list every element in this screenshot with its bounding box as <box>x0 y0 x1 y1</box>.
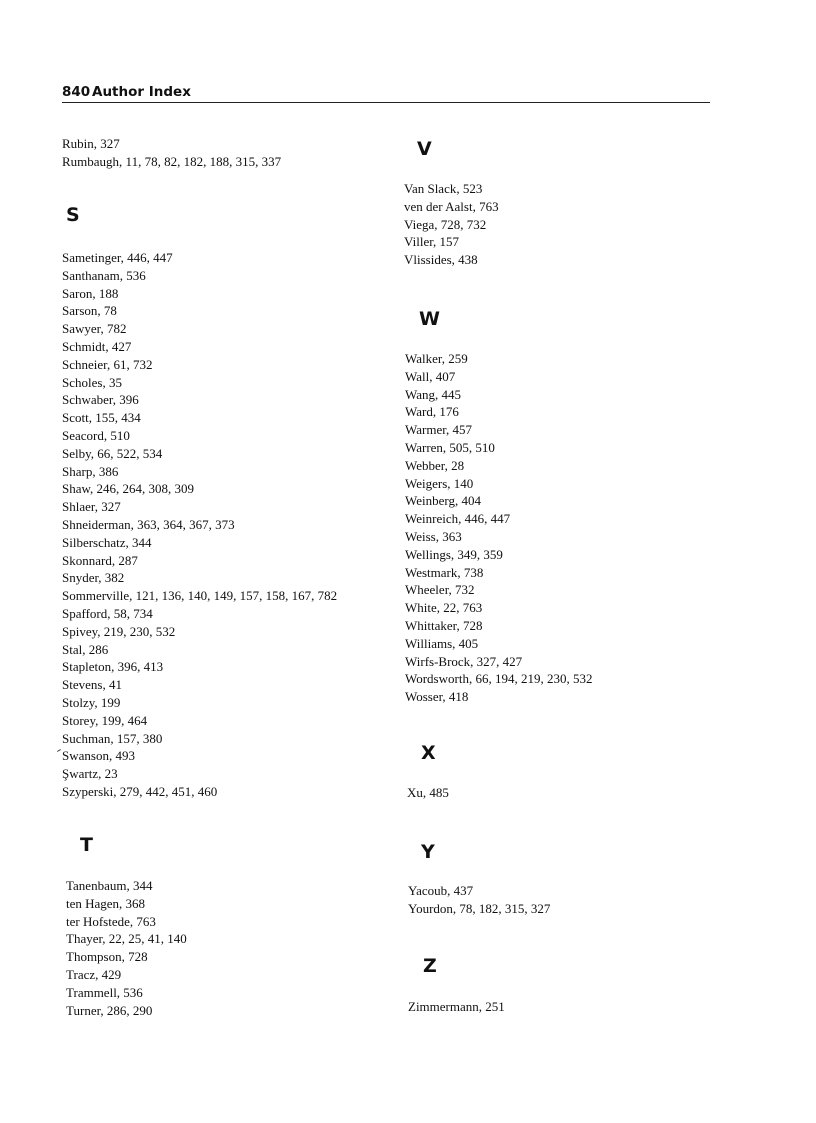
index-entry: Weigers, 140 <box>405 475 474 491</box>
index-entry: Sawyer, 782 <box>62 321 127 337</box>
section-letter-z: Z <box>423 955 437 977</box>
index-list-v <box>404 180 499 269</box>
index-entry: Trammell, 536 <box>66 984 143 1000</box>
index-entry: Rubin, 327 <box>62 136 120 151</box>
index-list-t <box>66 877 187 1019</box>
header-rule <box>62 102 710 103</box>
index-entry: Walker, 259 <box>405 351 468 366</box>
index-entry: Warmer, 457 <box>405 422 473 438</box>
index-entry: Spivey, 219, 230, 532 <box>62 623 176 639</box>
section-letter-y: Y <box>421 841 435 863</box>
index-entry: Viega, 728, 732 <box>404 216 487 232</box>
index-entry: Schneier, 61, 732 <box>62 356 153 372</box>
index-entry: Vlissides, 438 <box>404 252 478 268</box>
index-entry: Scholes, 35 <box>62 374 122 390</box>
index-entry: Williams, 405 <box>405 635 479 651</box>
index-entry: Tanenbaum, 344 <box>66 878 153 893</box>
index-entry: Yacoub, 437 <box>408 883 474 898</box>
index-entry: Weinreich, 446, 447 <box>405 511 511 527</box>
index-entry: White, 22, 763 <box>405 600 483 616</box>
index-entry: Selby, 66, 522, 534 <box>62 445 163 461</box>
index-entry: Thayer, 22, 25, 41, 140 <box>66 931 187 947</box>
index-entry: Schwaber, 396 <box>62 392 139 408</box>
index-entry: Swanson, 493 <box>62 748 135 764</box>
index-entry: Xu, 485 <box>407 785 449 800</box>
index-entry: Shneiderman, 363, 364, 367, 373 <box>62 516 235 532</box>
index-entry: Wosser, 418 <box>405 689 469 705</box>
index-entry: Rumbaugh, 11, 78, 82, 182, 188, 315, 337 <box>62 153 282 169</box>
index-entry: Wall, 407 <box>405 368 456 384</box>
index-entry: Santhanam, 536 <box>62 267 146 283</box>
index-entry: Weinberg, 404 <box>405 493 481 509</box>
index-entry: Şwartz, 23 <box>62 766 118 782</box>
index-entry: ten Hagen, 368 <box>66 895 146 911</box>
margin-tick-mark <box>57 749 62 752</box>
index-entry: ter Hofstede, 763 <box>66 913 156 929</box>
section-letter-w: W <box>419 308 440 330</box>
index-entry: Tracz, 429 <box>66 966 122 982</box>
index-entry: Storey, 199, 464 <box>62 712 148 728</box>
index-entry: Thompson, 728 <box>66 949 148 965</box>
index-entry: Saron, 188 <box>62 285 119 301</box>
index-entry: Sharp, 386 <box>62 463 119 479</box>
index-entry: Wirfs-Brock, 327, 427 <box>405 653 523 669</box>
index-entry: Zimmermann, 251 <box>408 999 505 1014</box>
index-entry: Shlaer, 327 <box>62 499 121 515</box>
index-entry: Viller, 157 <box>404 234 460 250</box>
index-entry: Westmark, 738 <box>405 564 484 580</box>
index-entry: Sarson, 78 <box>62 303 117 319</box>
index-entry: Webber, 28 <box>405 457 465 473</box>
section-letter-x: X <box>421 742 436 764</box>
index-entry: Wheeler, 732 <box>405 582 475 598</box>
index-entry: Silberschatz, 344 <box>62 534 152 550</box>
index-list-z <box>408 998 505 1016</box>
page-number: 840 <box>62 84 91 100</box>
index-entry: Ward, 176 <box>405 404 459 420</box>
index-entry: Stal, 286 <box>62 641 109 657</box>
section-letter-v: V <box>417 138 432 160</box>
index-entry: Szyperski, 279, 442, 451, 460 <box>62 783 218 799</box>
section-letter-s: S <box>66 204 80 226</box>
index-entry: Whittaker, 728 <box>405 617 483 633</box>
page-title: Author Index <box>92 84 191 100</box>
index-entry: Snyder, 382 <box>62 570 125 586</box>
index-entry: Seacord, 510 <box>62 427 130 443</box>
index-entry: Sommerville, 121, 136, 140, 149, 157, 158, 167, 782 <box>62 588 338 604</box>
index-entry: Sametinger, 446, 447 <box>62 250 173 265</box>
index-entry: Stolzy, 199 <box>62 694 121 710</box>
index-entry: Weiss, 363 <box>405 528 462 544</box>
index-entry: Wang, 445 <box>405 386 461 402</box>
index-entry: Spafford, 58, 734 <box>62 605 153 621</box>
index-entry: Van Slack, 523 <box>404 181 483 196</box>
index-list-y <box>408 882 550 918</box>
index-entry: Scott, 155, 434 <box>62 410 141 426</box>
index-entry: Suchman, 157, 380 <box>62 730 163 746</box>
index-entry: Schmidt, 427 <box>62 338 132 354</box>
index-entry: Wordsworth, 66, 194, 219, 230, 532 <box>405 671 593 687</box>
index-entry: ven der Aalst, 763 <box>404 198 499 214</box>
index-entry: Stevens, 41 <box>62 677 122 693</box>
running-header <box>62 84 710 102</box>
section-letter-t: T <box>80 834 93 856</box>
index-entry: Skonnard, 287 <box>62 552 138 568</box>
index-list-x <box>407 784 449 802</box>
index-entry: Warren, 505, 510 <box>405 439 495 455</box>
index-entry: Stapleton, 396, 413 <box>62 659 164 675</box>
index-list-w <box>405 350 592 706</box>
index-list-r-continued <box>62 135 281 171</box>
index-list-s <box>62 249 337 801</box>
index-entry: Shaw, 246, 264, 308, 309 <box>62 481 195 497</box>
index-entry: Wellings, 349, 359 <box>405 546 503 562</box>
index-entry: Turner, 286, 290 <box>66 1002 153 1018</box>
index-entry: Yourdon, 78, 182, 315, 327 <box>408 900 551 916</box>
